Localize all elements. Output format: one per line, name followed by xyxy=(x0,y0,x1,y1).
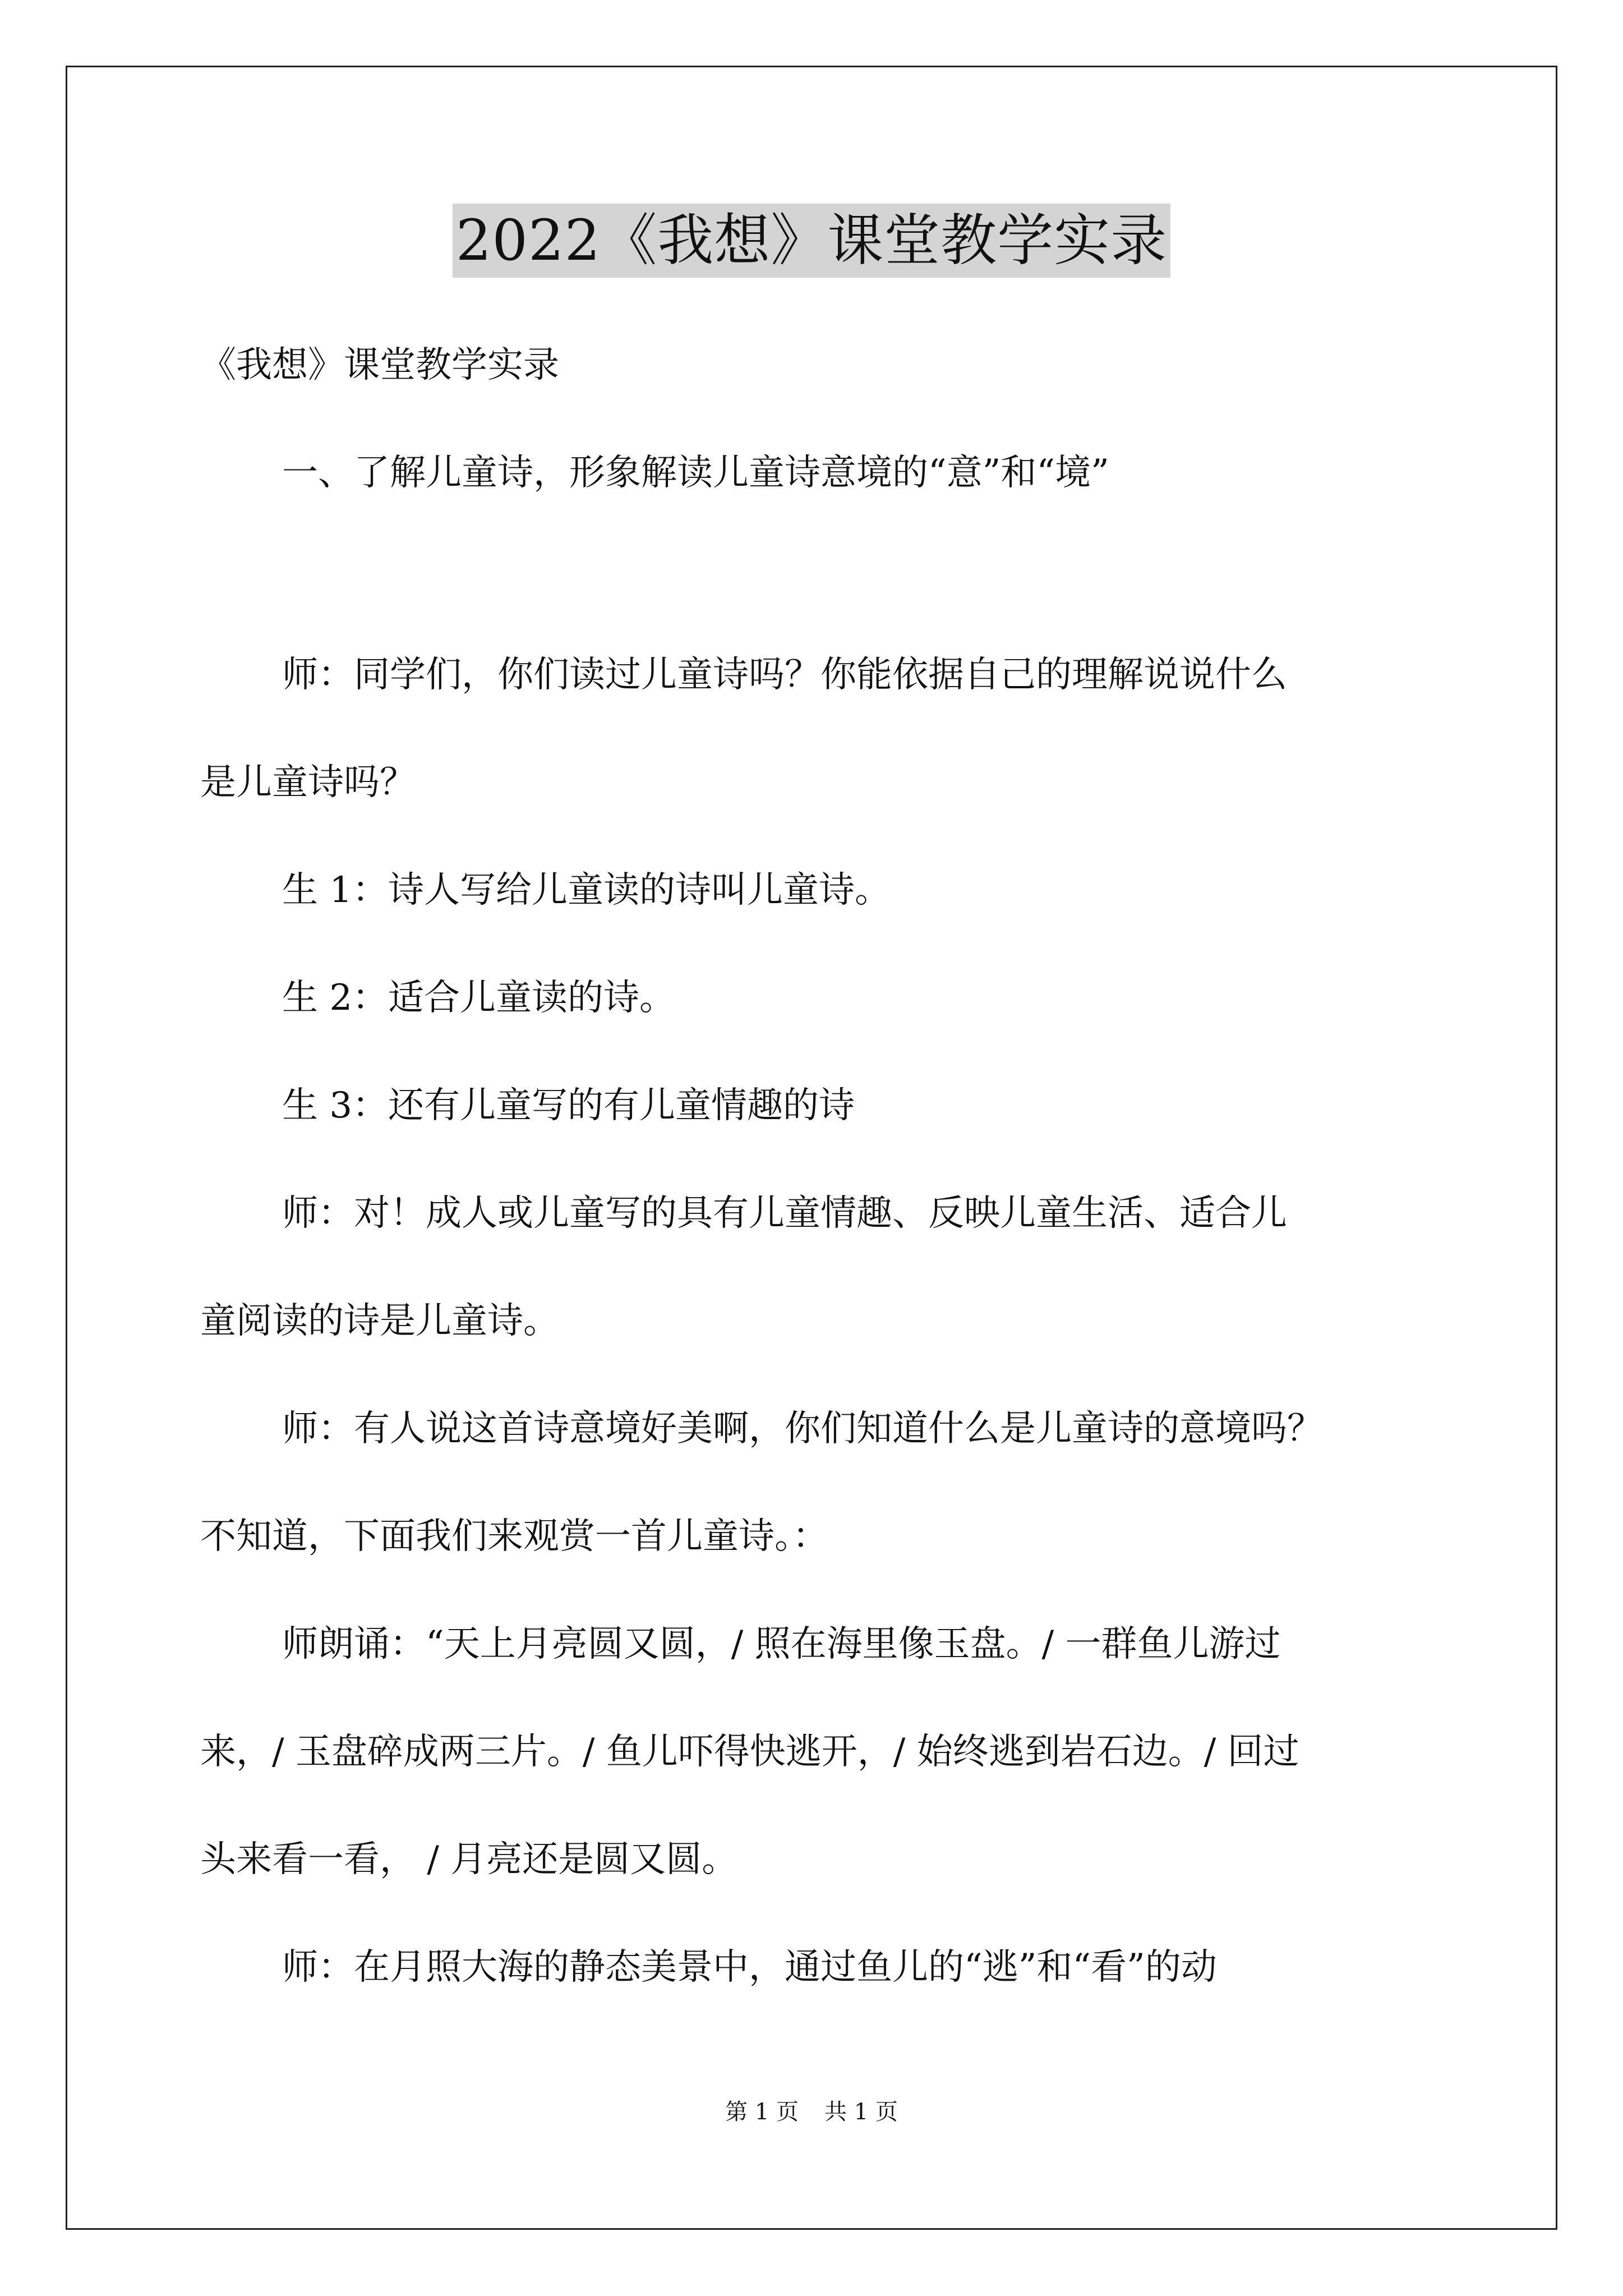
paragraph-line: 师：有人说这首诗意境好美啊，你们知道什么是儿童诗的意境吗？ xyxy=(282,1408,1323,1450)
section-gap xyxy=(200,527,1445,621)
document-body xyxy=(200,311,1445,2021)
paragraph-line-continued: 来，/ 玉盘碎成两三片。/ 鱼儿吓得快逃开，/ 始终逃到岩石边。/ 回过 xyxy=(200,1731,1299,1773)
document-subtitle: 《我想》课堂教学实录 xyxy=(200,344,559,386)
paragraph-line: 师：在月照大海的静态美景中，通过鱼儿的“逃”和“看”的动 xyxy=(282,1947,1217,1988)
paragraph-line-continued: 童阅读的诗是儿童诗。 xyxy=(200,1300,559,1342)
document-title-wrapper xyxy=(0,204,1623,278)
paragraph-line: 生 1：诗人写给儿童读的诗叫儿童诗。 xyxy=(282,869,891,911)
paragraph-line: 生 2：适合儿童读的诗。 xyxy=(282,977,676,1019)
paragraph-line-continued: 不知道，下面我们来观赏一首儿童诗。： xyxy=(200,1516,828,1557)
section-heading: 一、了解儿童诗，形象解读儿童诗意境的“意”和“境” xyxy=(282,452,1109,494)
paragraph-line: 师朗诵：“天上月亮圆又圆，/ 照在海里像玉盘。/ 一群鱼儿游过 xyxy=(282,1623,1281,1665)
paragraph-line-continued: 头来看一看， / 月亮还是圆又圆。 xyxy=(200,1839,738,1880)
page-total: 共 1 页 xyxy=(824,2099,898,2125)
paragraph-line-continued: 是儿童诗吗？ xyxy=(200,762,416,803)
paragraph-line: 生 3：还有儿童写的有儿童情趣的诗 xyxy=(282,1085,855,1126)
page-footer xyxy=(0,2095,1623,2129)
paragraph-line: 师：同学们，你们读过儿童诗吗？你能依据自己的理解说说什么 xyxy=(282,654,1287,696)
paragraph-line: 师：对！成人或儿童写的具有儿童情趣、反映儿童生活、适合儿 xyxy=(282,1193,1287,1234)
document-title: 2022《我想》课堂教学实录 xyxy=(453,204,1171,278)
paragraph-list xyxy=(200,621,1445,2021)
page-number: 第 1 页 xyxy=(725,2099,799,2125)
